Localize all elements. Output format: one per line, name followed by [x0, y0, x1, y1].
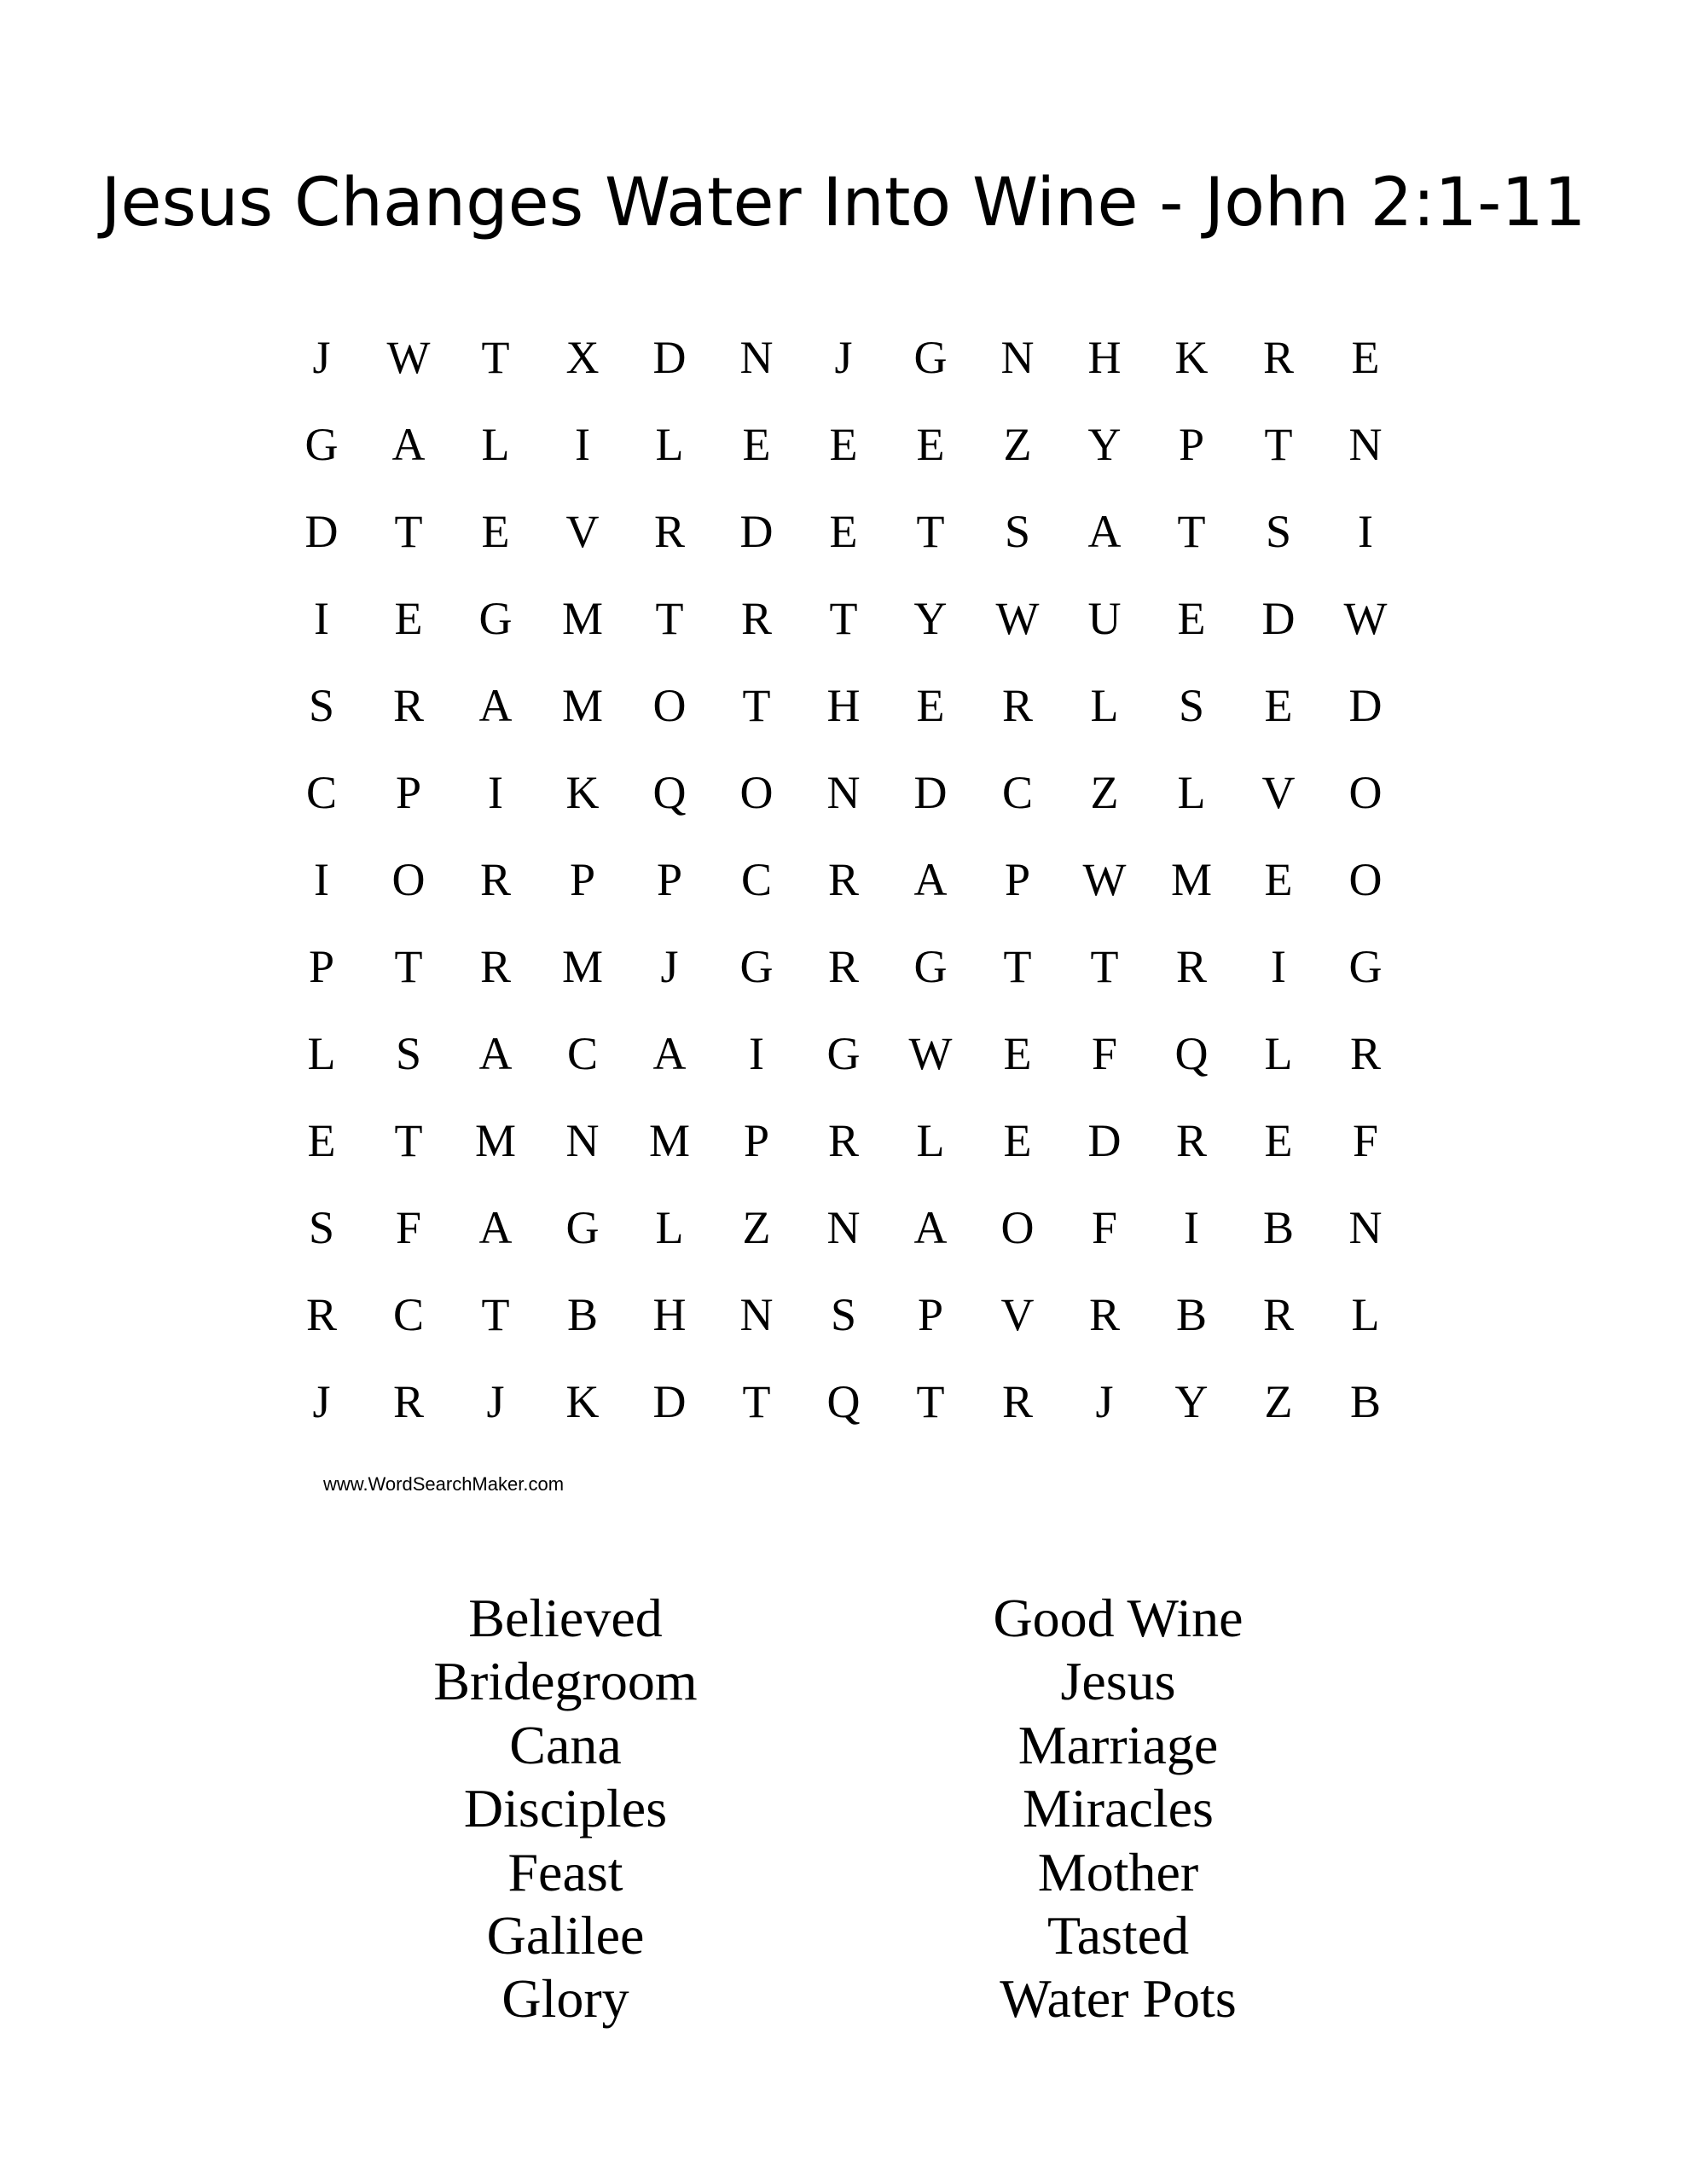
grid-letter: R	[479, 854, 512, 905]
grid-letter: N	[1348, 1202, 1383, 1253]
grid-letter: I	[749, 1028, 764, 1079]
grid-letter: J	[312, 1376, 331, 1427]
grid-letter: E	[481, 506, 510, 557]
grid-letter: Y	[1087, 419, 1122, 470]
grid-letter: C	[1001, 767, 1034, 818]
grid-letter: M	[1170, 854, 1212, 905]
grid-letter: P	[917, 1289, 944, 1340]
grid-letter: A	[478, 1202, 513, 1253]
grid-letter: N	[739, 1289, 774, 1340]
grid-letter: N	[739, 332, 774, 383]
word-list-item: Mother	[1037, 1841, 1199, 1902]
grid-letter: T	[742, 1376, 771, 1427]
grid-letter: E	[829, 506, 858, 557]
grid-letter: D	[652, 1376, 687, 1427]
grid-letter: Y	[1174, 1376, 1209, 1427]
grid-row	[278, 488, 1409, 575]
grid-letter: P	[1178, 419, 1205, 470]
grid-letter: G	[478, 593, 513, 644]
grid-letter: O	[652, 680, 687, 731]
grid-row	[278, 314, 1409, 401]
grid-letter: W	[908, 1028, 953, 1079]
grid-letter: L	[655, 419, 684, 470]
word-list-item: Galilee	[486, 1905, 645, 1966]
grid-letter: R	[479, 941, 512, 992]
grid-row	[278, 575, 1409, 662]
grid-letter: K	[565, 1376, 600, 1427]
grid-letter: F	[1091, 1028, 1118, 1079]
grid-letter: V	[1261, 767, 1296, 818]
grid-letter: R	[1349, 1028, 1382, 1079]
grid-letter: H	[1087, 332, 1122, 383]
grid-letter: W	[1082, 854, 1127, 905]
grid-letter: V	[1000, 1289, 1035, 1340]
word-list-item: Good Wine	[993, 1588, 1244, 1648]
grid-letter: L	[1351, 1289, 1380, 1340]
grid-letter: I	[1271, 941, 1286, 992]
grid-letter: T	[1003, 941, 1032, 992]
credit-text: www.WordSearchMaker.com	[323, 1473, 565, 1495]
grid-letter: A	[913, 1202, 948, 1253]
grid-letter: T	[1090, 941, 1119, 992]
grid-letter: K	[1174, 332, 1209, 383]
grid-letter: T	[394, 1115, 423, 1166]
grid-letter: N	[826, 767, 861, 818]
grid-letter: I	[1184, 1202, 1199, 1253]
grid-letter: F	[1091, 1202, 1118, 1253]
grid-letter: G	[913, 941, 948, 992]
grid-letter: B	[1349, 1376, 1382, 1427]
grid-letter: T	[742, 680, 771, 731]
page-title: Jesus Changes Water Into Wine - John 2:1-11	[101, 165, 1586, 241]
grid-letter: E	[1264, 854, 1293, 905]
grid-letter: J	[834, 332, 853, 383]
grid-letter: U	[1087, 593, 1122, 644]
grid-letter: I	[314, 593, 329, 644]
grid-letter: E	[916, 680, 945, 731]
grid-letter: M	[561, 680, 603, 731]
grid-letter: S	[395, 1028, 422, 1079]
grid-letter: R	[392, 680, 425, 731]
grid-row	[278, 1184, 1409, 1271]
grid-letter: R	[1001, 680, 1034, 731]
word-list-item: Marriage	[1017, 1714, 1219, 1775]
grid-letter: S	[308, 1202, 335, 1253]
grid-letter: S	[1265, 506, 1292, 557]
grid-row	[278, 1097, 1409, 1184]
grid-letter: B	[1175, 1289, 1208, 1340]
grid-letter: T	[481, 1289, 510, 1340]
grid-letter: D	[1087, 1115, 1122, 1166]
grid-letter: H	[652, 1289, 687, 1340]
grid-letter: L	[1264, 1028, 1293, 1079]
grid-row	[278, 401, 1409, 488]
grid-row	[278, 836, 1409, 923]
grid-letter: Y	[913, 593, 948, 644]
grid-letter: L	[307, 1028, 336, 1079]
grid-letter: T	[829, 593, 858, 644]
grid-letter: N	[565, 1115, 600, 1166]
grid-letter: L	[1090, 680, 1119, 731]
grid-letter: Z	[1003, 419, 1032, 470]
grid-row	[278, 1271, 1409, 1358]
grid-letter: R	[392, 1376, 425, 1427]
grid-letter: C	[392, 1289, 425, 1340]
grid-letter: D	[739, 506, 774, 557]
grid-letter: H	[826, 680, 861, 731]
grid-letter: S	[1004, 506, 1031, 557]
grid-letter: J	[312, 332, 331, 383]
word-list-item: Tasted	[1046, 1905, 1190, 1966]
grid-letter: R	[1262, 1289, 1295, 1340]
word-list-left	[267, 1587, 864, 2031]
grid-letter: I	[575, 419, 590, 470]
grid-letter: I	[1358, 506, 1373, 557]
grid-letter: O	[1348, 854, 1383, 905]
grid-letter: G	[304, 419, 339, 470]
grid-letter: N	[826, 1202, 861, 1253]
grid-letter: J	[1095, 1376, 1114, 1427]
grid-letter: P	[1004, 854, 1031, 905]
grid-letter: M	[561, 593, 603, 644]
grid-letter: R	[305, 1289, 338, 1340]
grid-letter: R	[1088, 1289, 1121, 1340]
grid-letter: E	[394, 593, 423, 644]
grid-letter: R	[1262, 332, 1295, 383]
grid-letter: G	[565, 1202, 600, 1253]
grid-letter: M	[474, 1115, 516, 1166]
grid-letter: T	[481, 332, 510, 383]
grid-letter: E	[1003, 1028, 1032, 1079]
grid-letter: E	[916, 419, 945, 470]
grid-letter: R	[1175, 1115, 1208, 1166]
grid-row	[278, 1010, 1409, 1097]
grid-letter: W	[1343, 593, 1388, 644]
grid-letter: E	[1177, 593, 1206, 644]
grid-letter: I	[488, 767, 503, 818]
grid-letter: R	[653, 506, 686, 557]
grid-letter: O	[391, 854, 426, 905]
word-list-item: Cana	[509, 1714, 622, 1775]
grid-letter: K	[565, 767, 600, 818]
word-list-item: Miracles	[1023, 1778, 1214, 1839]
grid-letter: F	[1352, 1115, 1379, 1166]
grid-letter: P	[308, 941, 335, 992]
grid-letter: P	[395, 767, 422, 818]
grid-letter: J	[660, 941, 679, 992]
grid-letter: D	[304, 506, 339, 557]
grid-letter: T	[394, 941, 423, 992]
grid-letter: R	[740, 593, 773, 644]
grid-letter: L	[481, 419, 510, 470]
grid-letter: X	[565, 332, 600, 383]
grid-letter: M	[561, 941, 603, 992]
word-list-item: Jesus	[1060, 1651, 1176, 1712]
grid-letter: Q	[1174, 1028, 1209, 1079]
grid-row	[278, 662, 1409, 749]
grid-letter: T	[1177, 506, 1206, 557]
grid-letter: C	[305, 767, 338, 818]
grid-letter: L	[916, 1115, 945, 1166]
grid-letter: M	[648, 1115, 690, 1166]
grid-letter: J	[486, 1376, 505, 1427]
grid-letter: A	[391, 419, 426, 470]
word-list-item: Glory	[501, 1968, 629, 2030]
letter-grid	[278, 314, 1409, 1445]
grid-letter: A	[478, 680, 513, 731]
grid-letter: Q	[826, 1376, 861, 1427]
grid-letter: R	[827, 941, 860, 992]
grid-letter: G	[913, 332, 948, 383]
grid-letter: P	[569, 854, 596, 905]
grid-letter: I	[314, 854, 329, 905]
grid-letter: G	[739, 941, 774, 992]
grid-row	[278, 1358, 1409, 1445]
word-list-right	[820, 1587, 1417, 2031]
grid-letter: S	[830, 1289, 857, 1340]
grid-letter: O	[1000, 1202, 1035, 1253]
word-list-item: Disciples	[463, 1778, 668, 1839]
grid-letter: D	[1261, 593, 1296, 644]
grid-letter: E	[829, 419, 858, 470]
word-list-item: Feast	[507, 1841, 623, 1902]
grid-letter: R	[1001, 1376, 1034, 1427]
word-list-item: Bridegroom	[433, 1651, 698, 1712]
grid-row	[278, 923, 1409, 1010]
grid-letter: E	[1264, 680, 1293, 731]
word-list-item: Believed	[468, 1588, 663, 1648]
grid-letter: V	[565, 506, 600, 557]
word-list-item: Water Pots	[1000, 1968, 1237, 2030]
grid-letter: W	[386, 332, 431, 383]
grid-letter: T	[916, 1376, 945, 1427]
grid-letter: Z	[742, 1202, 771, 1253]
grid-letter: A	[1087, 506, 1122, 557]
grid-letter: A	[652, 1028, 687, 1079]
grid-letter: O	[1348, 767, 1383, 818]
grid-letter: A	[478, 1028, 513, 1079]
grid-letter: R	[1175, 941, 1208, 992]
grid-letter: E	[1351, 332, 1380, 383]
grid-letter: E	[307, 1115, 336, 1166]
grid-letter: L	[655, 1202, 684, 1253]
grid-letter: N	[1000, 332, 1035, 383]
grid-letter: D	[1348, 680, 1383, 731]
grid-letter: Q	[652, 767, 687, 818]
grid-letter: E	[742, 419, 771, 470]
grid-letter: T	[1264, 419, 1293, 470]
grid-letter: B	[1262, 1202, 1295, 1253]
grid-letter: R	[827, 854, 860, 905]
grid-letter: G	[826, 1028, 861, 1079]
grid-letter: P	[656, 854, 683, 905]
grid-letter: L	[1177, 767, 1206, 818]
grid-letter: O	[739, 767, 774, 818]
grid-letter: T	[394, 506, 423, 557]
grid-letter: T	[655, 593, 684, 644]
grid-letter: S	[308, 680, 335, 731]
grid-letter: T	[916, 506, 945, 557]
grid-letter: G	[1348, 941, 1383, 992]
grid-letter: N	[1348, 419, 1383, 470]
grid-letter: R	[827, 1115, 860, 1166]
grid-letter: E	[1264, 1115, 1293, 1166]
grid-row	[278, 749, 1409, 836]
grid-letter: D	[913, 767, 948, 818]
grid-letter: F	[395, 1202, 422, 1253]
grid-letter: B	[566, 1289, 599, 1340]
grid-letter: S	[1178, 680, 1205, 731]
grid-letter: P	[743, 1115, 770, 1166]
grid-letter: Z	[1090, 767, 1119, 818]
grid-letter: C	[740, 854, 773, 905]
grid-letter: A	[913, 854, 948, 905]
grid-letter: Z	[1264, 1376, 1293, 1427]
grid-letter: W	[995, 593, 1040, 644]
grid-letter: C	[566, 1028, 599, 1079]
grid-letter: E	[1003, 1115, 1032, 1166]
grid-letter: D	[652, 332, 687, 383]
